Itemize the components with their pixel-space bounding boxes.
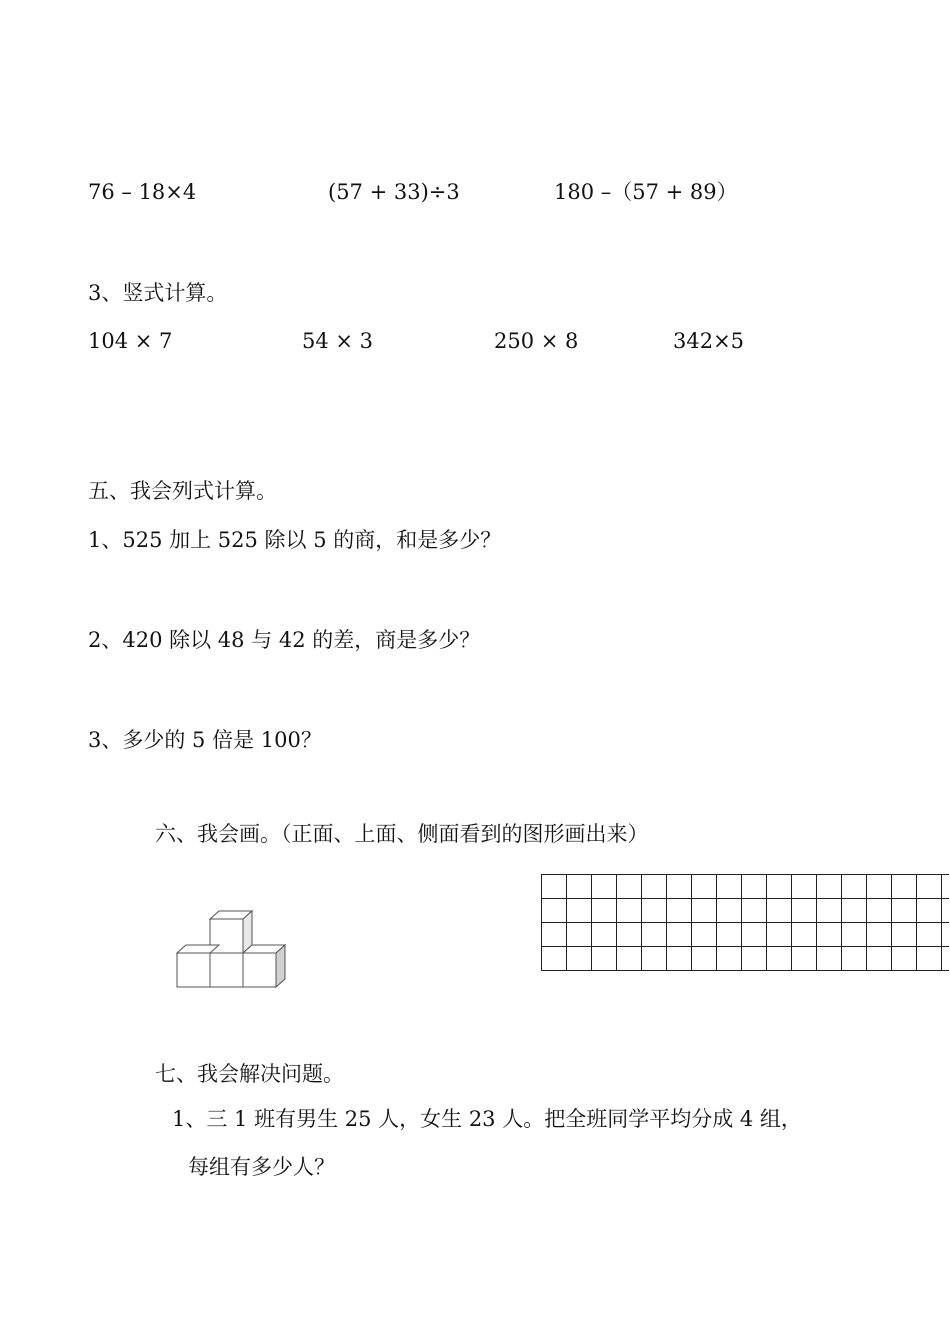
expression-1: 76 – 18×4 <box>88 180 197 204</box>
section-7-title: 七、我会解决问题。 <box>155 1062 344 1086</box>
expression-2: (57 + 33)÷3 <box>328 180 460 204</box>
vertical-calc-item-4: 342×5 <box>673 329 745 353</box>
section-5-question-2: 2、420 除以 48 与 42 的差，商是多少？ <box>88 628 481 652</box>
section-7-question-1-line-2: 每组有多少人？ <box>188 1155 335 1179</box>
drawing-grid[interactable] <box>541 874 950 972</box>
vertical-calc-item-3: 250 × 8 <box>494 329 579 353</box>
section-5-question-3: 3、多少的 5 倍是 100？ <box>88 728 322 752</box>
vertical-calc-item-2: 54 × 3 <box>302 329 374 353</box>
left-cube-front-face <box>177 953 210 987</box>
vertical-calc-title: 3、竖式计算。 <box>88 281 228 305</box>
cube-stack-figure <box>170 905 290 991</box>
middle-cube-front-face <box>210 953 243 987</box>
section-5-title: 五、我会列式计算。 <box>88 479 277 503</box>
right-cube-front-face <box>243 953 276 987</box>
right-cube-side-face <box>276 945 285 987</box>
expression-3: 180 –（57 + 89） <box>554 180 738 204</box>
section-5-question-1: 1、525 加上 525 除以 5 的商，和是多少？ <box>88 528 502 552</box>
section-6-title: 六、我会画。（正面、上面、侧面看到的图形画出来） <box>155 822 649 846</box>
section-7-question-1-line-1: 1、三 1 班有男生 25 人，女生 23 人。把全班同学平均分成 4 组， <box>172 1107 802 1131</box>
vertical-calc-item-1: 104 × 7 <box>88 329 173 353</box>
